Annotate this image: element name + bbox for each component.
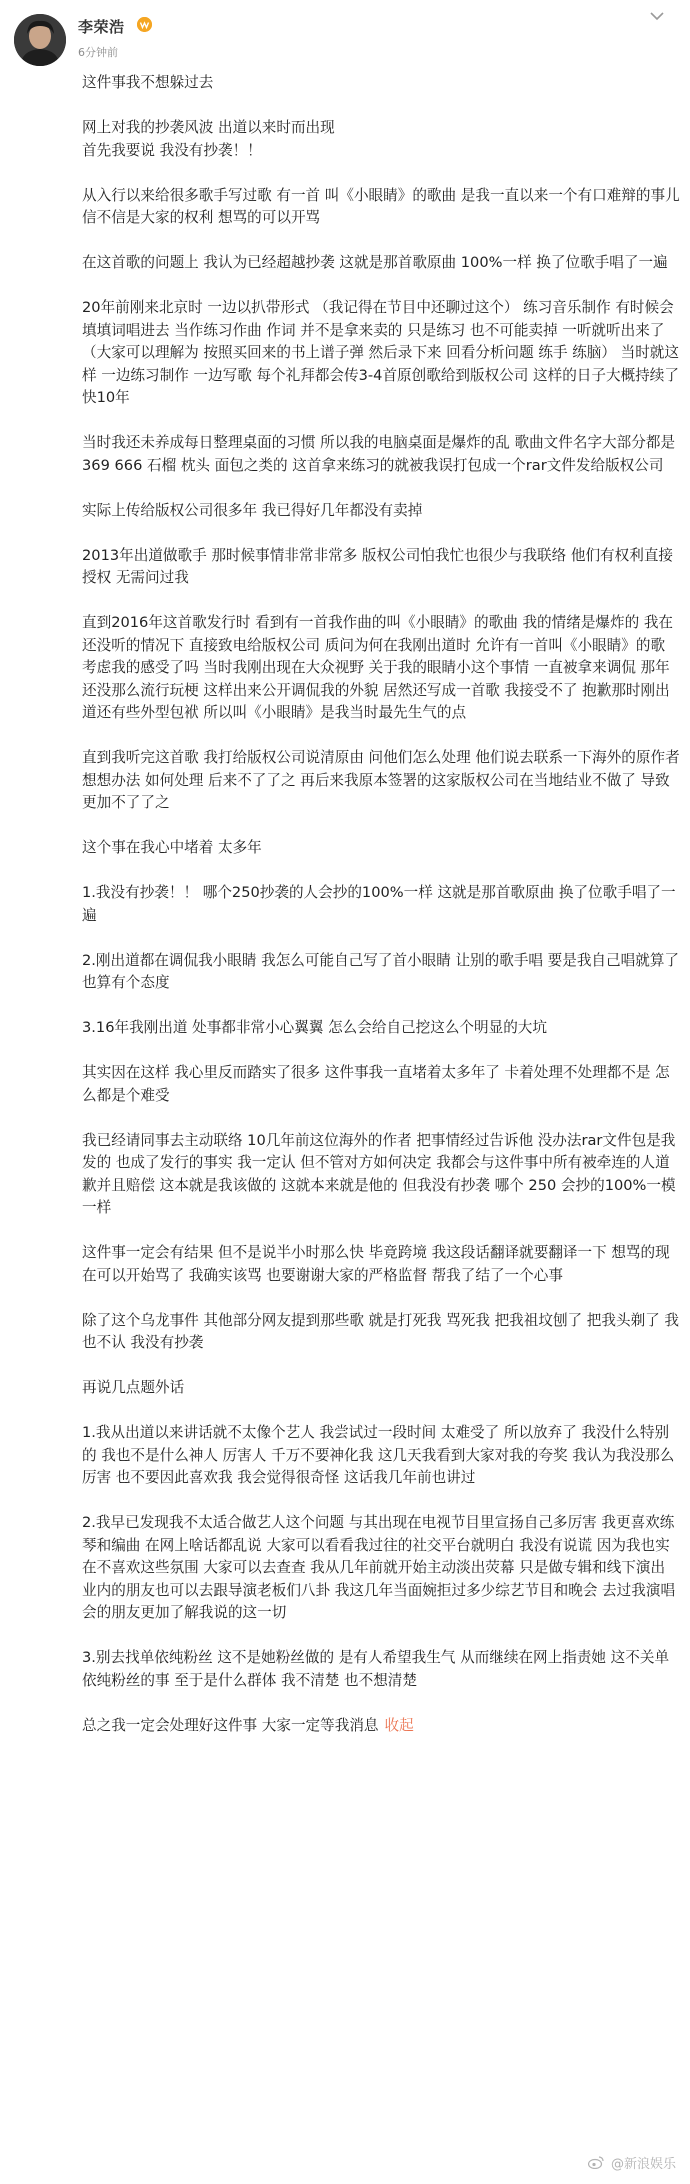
- paragraph-line: 这件事一定会有结果 但不是说半小时那么快 毕竟跨境 我这段话翻译就要翻译一下 想骂的现在可以开始骂了 我确实该骂 也要谢谢大家的严格监督 帮我了结了一个心事: [82, 1244, 670, 1284]
- post-paragraph: [82, 432, 682, 477]
- post-body: [82, 72, 682, 1737]
- weibo-logo-icon: [588, 2156, 604, 2169]
- post-paragraph: [82, 1242, 682, 1287]
- paragraph-line: 3.16年我刚出道 处事都非常小心翼翼 怎么会给自己挖这么个明显的大坑: [82, 1019, 547, 1036]
- post-paragraph: [82, 747, 682, 815]
- post-paragraph: [82, 500, 682, 523]
- post-paragraph: [82, 1377, 682, 1400]
- paragraph-line: 这个事在我心中堵着 太多年: [82, 839, 262, 856]
- paragraph-line: 从入行以来给很多歌手写过歌 有一首 叫《小眼睛》的歌曲 是我一直以来一个有口难辩的事儿 信不信是大家的权利 想骂的可以开骂: [82, 186, 680, 226]
- post-paragraph: [82, 297, 682, 410]
- post-paragraph: [82, 612, 682, 725]
- post-paragraph: [82, 185, 682, 230]
- post-paragraph: [82, 252, 682, 275]
- paragraph-line: 1.我从出道以来讲话就不太像个艺人 我尝试过一段时间 太难受了 所以放弃了 我没什么特别的 我也不是什么神人 厉害人 千万不要神化我 这几天我看到大家对我的夸奖 我认为我没那么厉害 也不要因此喜欢我 我会觉得很奇怪 这话我几年前也讲过: [82, 1424, 675, 1486]
- paragraph-line: 当时我还未养成每日整理桌面的习惯 所以我的电脑桌面是爆炸的乱 歌曲文件名字大部分都是 369 666 石榴 枕头 面包之类的 这首拿来练习的就被我误打包成一个rar文件发给版权公司: [82, 434, 676, 474]
- more-options-icon[interactable]: [646, 10, 668, 24]
- post-paragraph: [82, 950, 682, 995]
- paragraph-line: 直到2016年这首歌发行时 看到有一首我作曲的叫《小眼睛》的歌曲 我的情绪是爆炸的 我在还没听的情况下 直接致电给版权公司 质问为何在我刚出道时 允许有一首叫《小眼睛》的歌 考虑我的感受了吗 当时我刚出现在大众视野 关于我的眼睛小这个事情 一直被拿来调侃 那年还没那么流行玩梗 这样出来公开调侃我的外貌 居然还写成一首歌 我接受不了 抱歉那时刚出道还有些外型包袱 所以叫《小眼睛》是我当时最先生气的点: [82, 614, 674, 721]
- paragraph-line: 2013年出道做歌手 那时候事情非常非常多 版权公司怕我忙也很少与我联络 他们有权利直接授权 无需问过我: [82, 546, 674, 586]
- paragraph-line: 除了这个乌龙事件 其他部分网友提到那些歌 就是打死我 骂死我 把我祖坟刨了 把我头剃了 我也不认 我没有抄袭: [82, 1311, 679, 1351]
- username[interactable]: 李荣浩: [78, 18, 125, 36]
- post-paragraph: [82, 1310, 682, 1355]
- avatar[interactable]: [14, 14, 66, 66]
- paragraph-line: 1.我没有抄袭！！ 哪个250抄袭的人会抄的100%一样 这就是那首歌原曲 换了位歌手唱了一遍: [82, 884, 676, 924]
- post-paragraph: [82, 117, 682, 162]
- paragraph-line: 我已经请同事去主动联络 10几年前这位海外的作者 把事情经过告诉他 没办法rar文件包是我发的 也成了发行的事实 我一定认 但不管对方如何决定 我都会与这件事中所有被牵连的人道歉并且赔偿 这本就是我该做的 这就本来就是他的 但我没有抄袭 哪个 250 会抄的100%一模一样: [82, 1131, 676, 1216]
- post-paragraph: [82, 545, 682, 590]
- post-paragraph: [82, 1715, 682, 1738]
- paragraph-line: 直到我听完这首歌 我打给版权公司说清原由 问他们怎么处理 他们说去联系一下海外的原作者 想想办法 如何处理 后来不了了之 再后来我原本签署的这家版权公司在当地结业不做了 导致更加不了了之: [82, 749, 680, 811]
- paragraph-line: 20年前刚来北京时 一边以扒带形式 （我记得在节目中还聊过这个） 练习音乐制作 有时候会填填词唱进去 当作练习作曲 作词 并不是拿来卖的 只是练习 也不可能卖掉 一听就听出来了 （大家可以理解为 按照买回来的书上谱子弹 然后录下来 回看分析问题 练手 练脑） 当时就这样 一边练习制作 一边写歌 每个礼拜都会传3-4首原创歌给到版权公司 这样的日子大概持续了快10年: [82, 299, 679, 406]
- post-paragraph: [82, 1017, 682, 1040]
- paragraph-line: 在这首歌的问题上 我认为已经超越抄袭 这就是那首歌原曲 100%一样 换了位歌手唱了一遍: [82, 254, 668, 271]
- paragraph-line: 首先我要说 我没有抄袭！！: [82, 141, 262, 159]
- paragraph-line: 3.别去找单依纯粉丝 这不是她粉丝做的 是有人希望我生气 从而继续在网上指责她 这不关单依纯粉丝的事 至于是什么群体 我不清楚 也不想清楚: [82, 1649, 670, 1689]
- paragraph-line: 再说几点题外话: [82, 1379, 185, 1396]
- paragraph-line: 网上对我的抄袭风波 出道以来时而出现: [82, 119, 335, 136]
- paragraph-line: 其实因在这样 我心里反而踏实了很多 这件事我一直堵着太多年了 卡着处理不处理都不是 怎么都是个难受: [82, 1064, 670, 1104]
- post-paragraph: [82, 837, 682, 860]
- post-paragraph: [82, 1130, 682, 1220]
- paragraph-line: 总之我一定会处理好这件事 大家一定等我消息: [82, 1716, 379, 1734]
- watermark-text: @新浪娱乐: [610, 2157, 676, 2172]
- post-paragraph: [82, 1422, 682, 1490]
- post-header: [0, 0, 690, 80]
- collapse-link[interactable]: 收起: [384, 1716, 414, 1734]
- vip-badge-icon: [137, 17, 152, 32]
- paragraph-line: 实际上传给版权公司很多年 我已得好几年都没有卖掉: [82, 501, 423, 519]
- post-paragraph: [82, 1062, 682, 1107]
- paragraph-line: 2.我早已发现我不太适合做艺人这个问题 与其出现在电视节目里宣扬自己多厉害 我更喜欢练琴和编曲 在网上啥话都乱说 大家可以看看我过往的社交平台就明白 我没有说谎 因为我也实在不喜欢这些氛围 大家可以去查查 我从几年前就开始主动淡出荧幕 只是做专辑和线下演出 业内的朋友也可以去跟导演老板们八卦 我这几年当面婉拒过多少综艺节目和晚会 去过我演唱会的朋友更加了解我说的这一切: [82, 1514, 676, 1621]
- post-paragraph: [82, 1647, 682, 1692]
- post-paragraph: [82, 882, 682, 927]
- paragraph-line: 2.刚出道都在调侃我小眼睛 我怎么可能自己写了首小眼睛 让别的歌手唱 要是我自己唱就算了 也算有个态度: [82, 951, 680, 991]
- post-paragraph: [82, 72, 682, 95]
- source-watermark: [588, 2153, 676, 2172]
- post-time: 6分钟前: [78, 46, 118, 59]
- post-paragraph: [82, 1512, 682, 1625]
- paragraph-line: 这件事我不想躲过去: [82, 74, 214, 91]
